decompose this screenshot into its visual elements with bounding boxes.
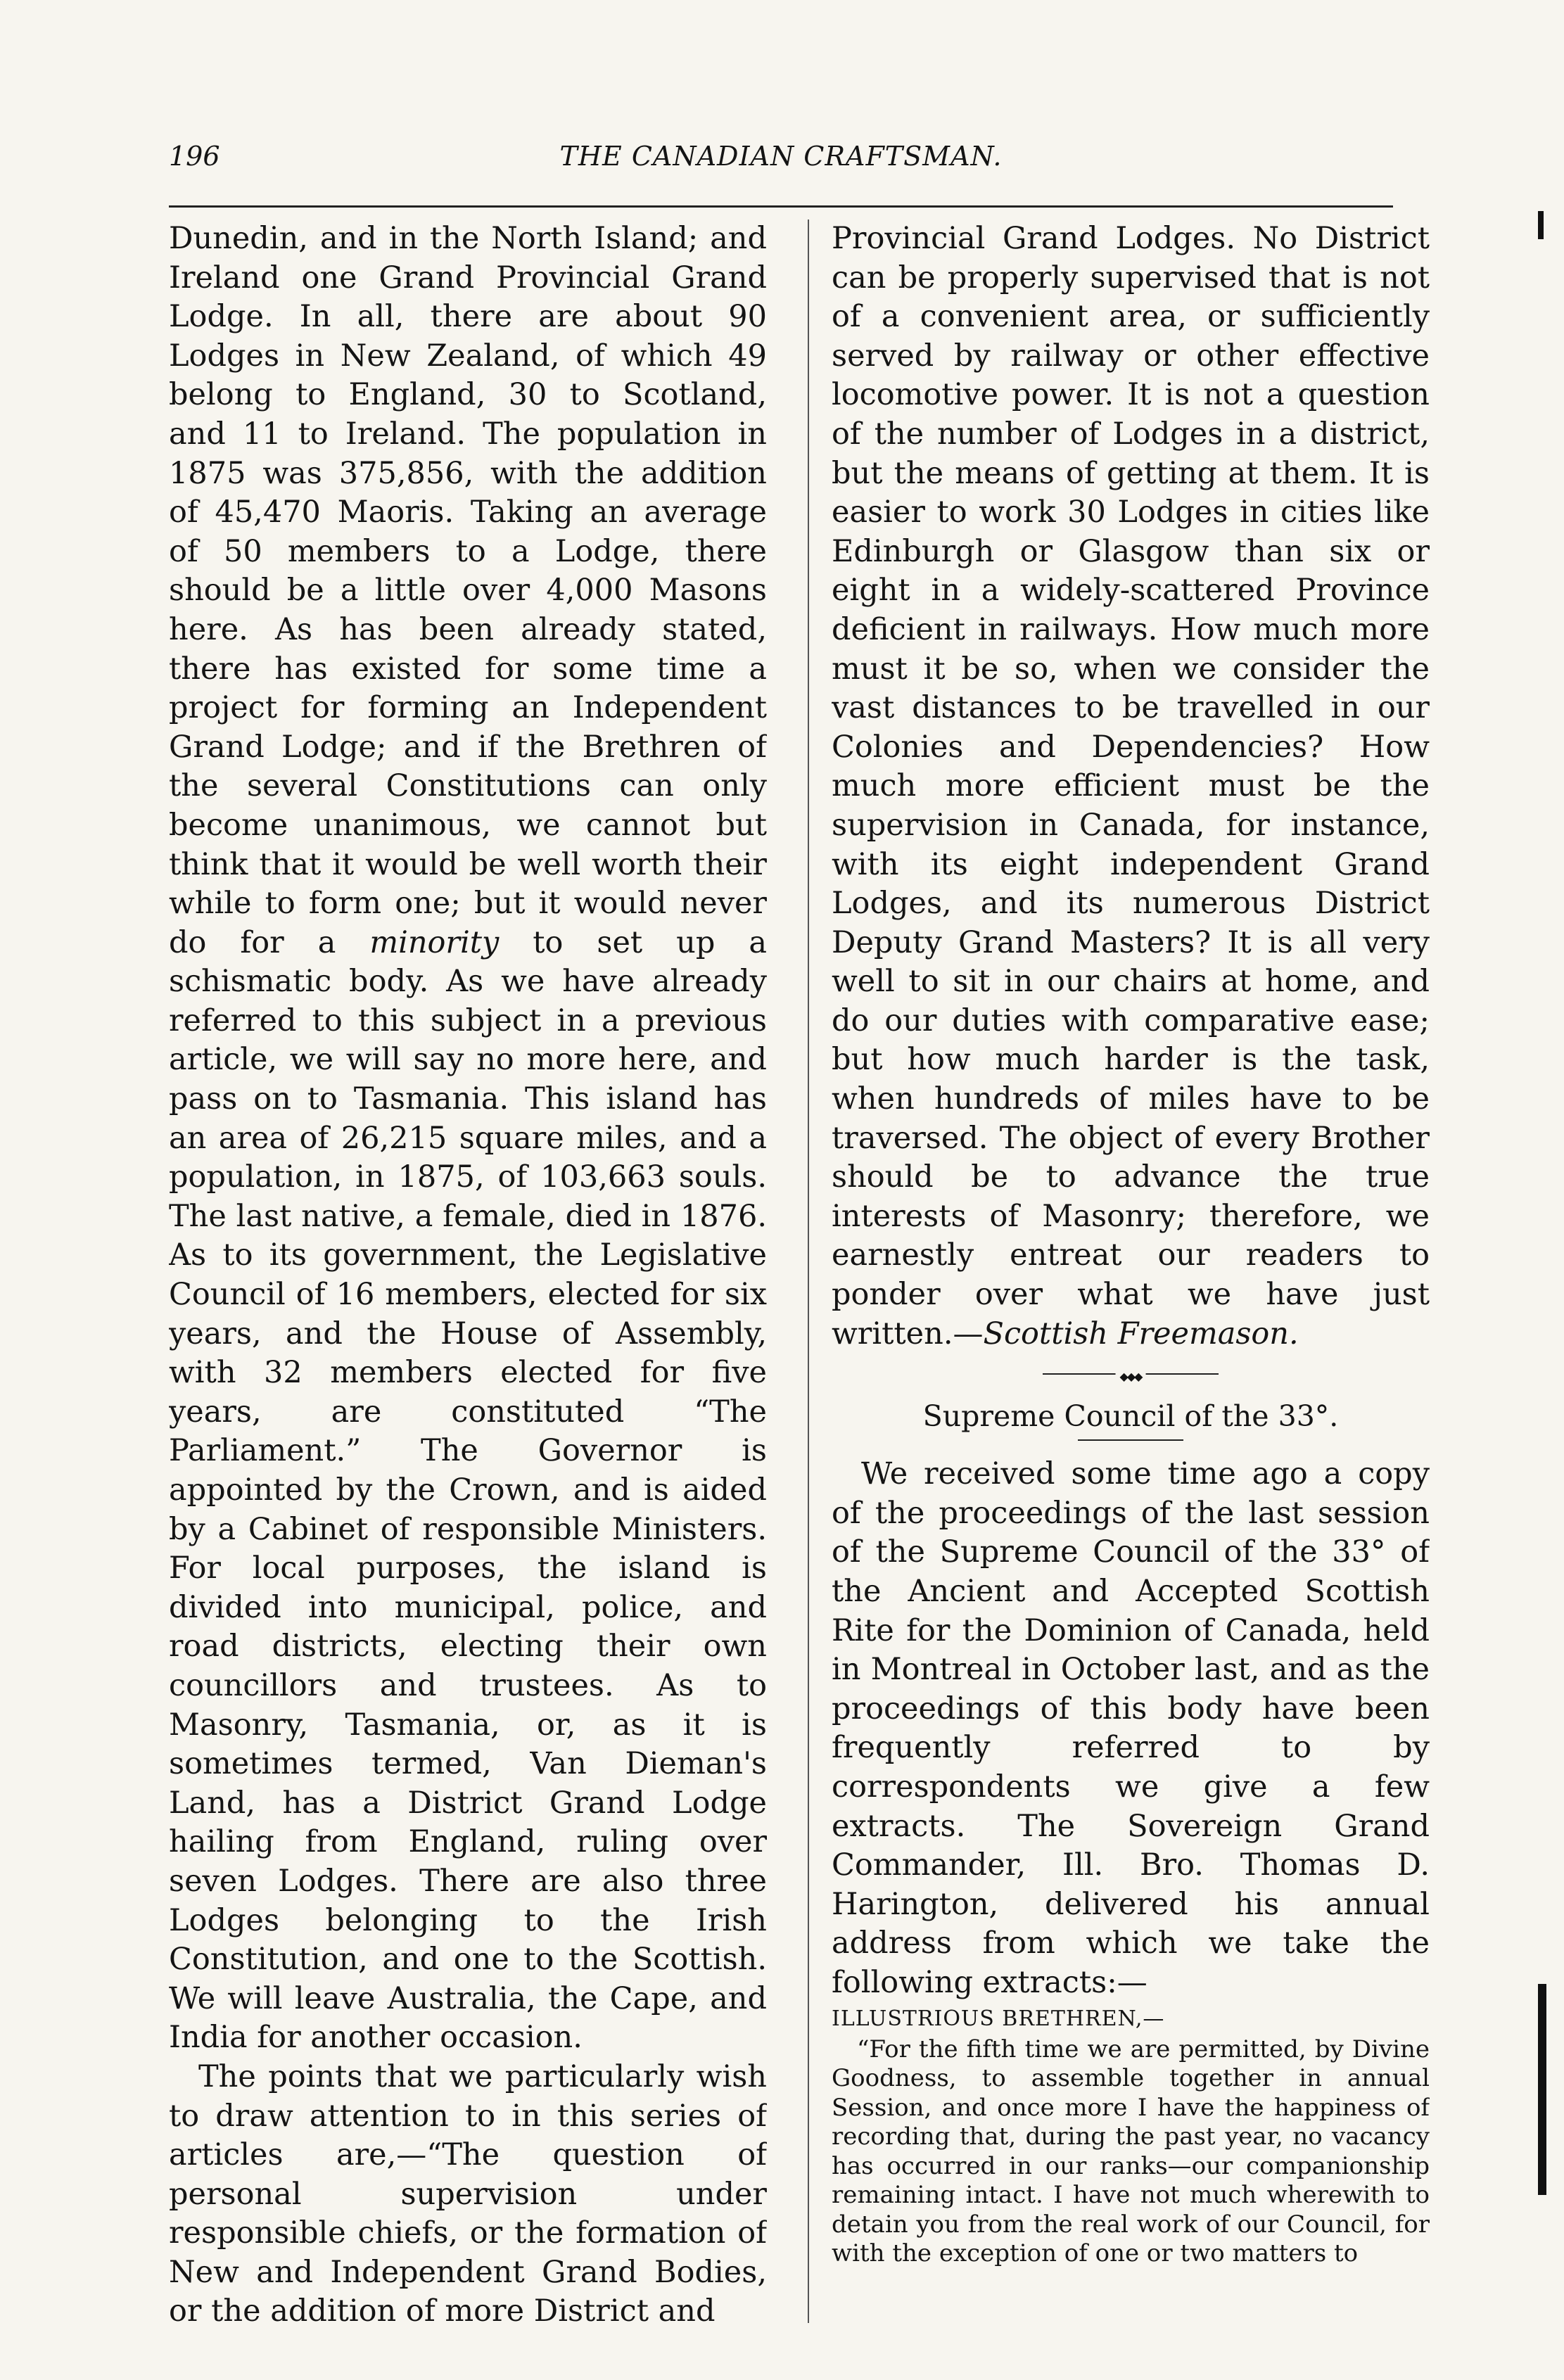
edge-mark-top xyxy=(1538,211,1544,239)
running-title: THE CANADIAN CRAFTSMAN. xyxy=(559,141,1003,172)
right-paragraph-1-text: Provincial Grand Lodges. No District can be properly supervised that is not of a convenient area, or sufficiently served by railway or other effective locomotive power. It is not a question of the number of Lodges in a district, but the means of getting at them. It is easier to work 30 Lodges in cities like Edinburgh or Glasgow than six or eight in a widely-scattered Province deficient in railways. How much more must it be so, when we consider the vast distances to be travelled in our Colonies and Dependencies? How much more efficient must be the supervision in Canada, for instance, with its eight independent Grand Lodges, and its numerous District Deputy Grand Masters? It is all very well to sit in our chairs at home, and do our duties with comparative ease; but how much harder is the task, when hundreds of miles have to be traversed. The object of every Brother should be to advance the true interests of Masonry; therefore, we earnestly entreat our readers to ponder over what we have just written.— xyxy=(832,221,1430,1351)
header-rule xyxy=(169,205,1393,208)
left-paragraph-1 xyxy=(169,219,767,2058)
section-ornament xyxy=(832,1358,1430,1386)
left-paragraph-1-end: to set up a schismatic body. As we have already referred to this subject in a previous article, we will say no more here, and pass on to Tasmania. This island has an area of 26,215 square miles, and a population, in 1875, of 103,663 souls. The last native, a female, died in 1876. As to its government, the Legislative Council of 16 members, elected for six years, and the House of Assembly, with 32 members elected for five years, are constituted “The Parliament.” The Governor is appointed by the Crown, and is aided by a Cabinet of responsible Ministers. For local purposes, the island is divided into municipal, police, and road districts, electing their own councillors and trustees. As to Masonry, Tasmania, or, as it is sometimes termed, Van Dieman's Land, has a District Grand Lodge hailing from England, ruling over seven Lodges. There are also three Lodges belonging to the Irish Constitution, and one to the Scottish. We will leave Australia, the Cape, and India for another occasion. xyxy=(169,924,767,2056)
right-column xyxy=(832,219,1430,2344)
heading-rule xyxy=(1078,1439,1183,1441)
source-citation: Scottish Freemason. xyxy=(983,1316,1299,1351)
page-header xyxy=(169,141,1393,183)
edge-mark-bottom xyxy=(1538,1984,1546,2195)
emphasis-minority: minority xyxy=(369,924,500,960)
left-paragraph-1-text: Dunedin, and in the North Island; and Ireland one Grand Provincial Grand Lodge. In all, there are about 90 Lodges in New Zealand, of which 49 belong to England, 30 to Scotland, and 11 to Ireland. The population in 1875 was 375,856, with the addition of 45,470 Maoris. Taking an average of 50 members to a Lodge, there should be a little over 4,000 Masons here. As has been already stated, there has existed for some time a project for forming an Independent Grand Lodge; and if the Brethren of the several Constitutions can only become unanimous, we cannot but think that it would be well worth their while to form one; but it would never do for a xyxy=(169,221,767,960)
page-number: 196 xyxy=(169,141,220,172)
left-column xyxy=(169,219,767,2344)
right-paragraph-1 xyxy=(832,219,1430,1354)
right-paragraph-2: We received some time ago a copy of the proceedings of the last session of the Supreme Council of the 33° of the Ancient and Accepted Scottish Rite for the Dominion of Canada, held in Montreal in October last, and as the proceedings of this body have been frequently referred to by correspondents we give a few extracts. The Sovereign Grand Commander, Ill. Bro. Thomas D. Harington, delivered his annual address from which we take the following extracts:— xyxy=(832,1456,1430,2000)
column-divider xyxy=(808,219,809,2323)
left-paragraph-2: The points that we particularly wish to draw attention to in this series of articles are,—“The question of personal supervision under responsible chiefs, or the formation of New and Independent Grand Bodies, or the addition of more District and xyxy=(169,2058,767,2329)
salutation: ILLUSTRIOUS BRETHREN,— xyxy=(832,2006,1165,2031)
address-quote: “For the fifth time we are permitted, by Divine Goodness, to assemble together in annual Session, and once more I have the happiness of recording that, during the past year, no vacancy has occurred in our ranks—our companionship remaining intact. I have not much wherewith to detain you from the real work of our Council, for with the exception of one or two matters to xyxy=(832,2035,1430,2268)
section-heading: Supreme Council of the 33°. xyxy=(922,1399,1339,1434)
